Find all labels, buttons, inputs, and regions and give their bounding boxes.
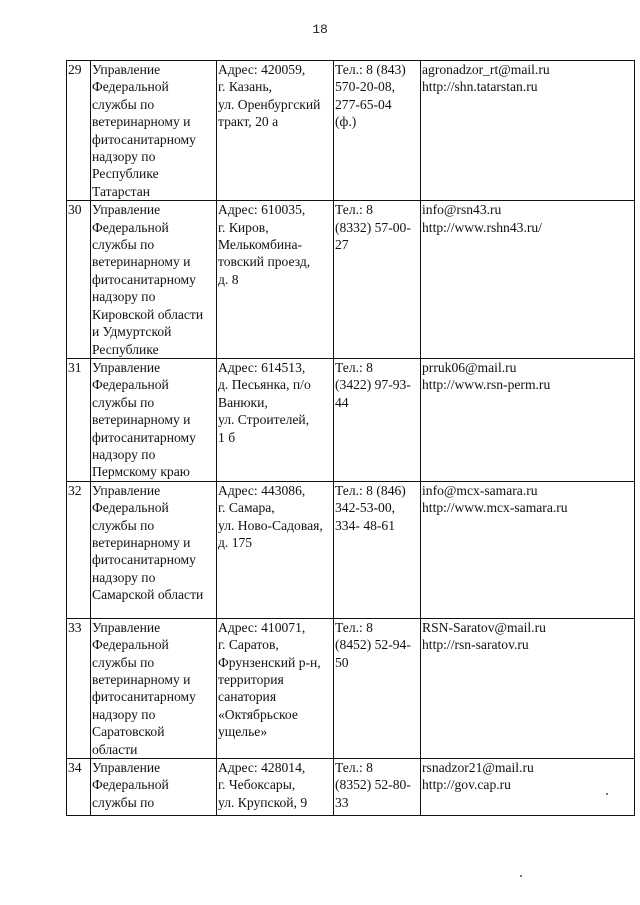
name-line: области [92,741,138,757]
address-cell [217,358,334,481]
address-line: Фрунзенский р-н, [218,654,321,670]
name-line: Управление [92,760,161,775]
address-line: Адрес: 443086, [218,482,306,498]
registry-table [66,60,635,816]
address-line: Адрес: 428014, [218,760,306,775]
phone-line: 334- 48-61 [335,517,396,533]
phone-line: Тел.: 8 (843) [335,62,406,77]
name-line: надзору по [92,289,156,305]
name-line: Кировской области [92,306,204,322]
registry-body [67,61,635,816]
address-line: Ванюки, [218,394,268,410]
row-number: 33 [67,618,91,758]
phone-line: Тел.: 8 [335,760,373,775]
name-line: Федеральной [92,377,169,393]
table-row [67,759,635,816]
name-line: фитосанитарному [92,552,196,568]
address-line: д. 8 [218,271,239,287]
web-line[interactable]: http://www.rshn43.ru/ [422,219,542,235]
address-cell [217,201,334,359]
name-line: Татарстан [92,183,151,199]
phone-cell [334,201,421,359]
row-number: 32 [67,481,91,618]
name-line: ветеринарному и [92,534,191,550]
name-line: Управление [92,202,161,218]
agency-name-cell [91,358,217,481]
agency-name-cell [91,201,217,359]
phone-line: 277-65-04 [335,96,392,112]
name-line: Федеральной [92,79,169,95]
name-line: ветеринарному и [92,412,191,428]
page-number: 18 [312,22,328,37]
web-line[interactable]: http://rsn-saratov.ru [422,637,529,653]
web-line[interactable]: info@mcx-samara.ru [422,482,538,498]
address-line: территория [218,671,284,687]
address-line: Адрес: 420059, [218,62,306,77]
name-line: Управление [92,62,161,77]
address-line: д. 175 [218,534,253,550]
web-line[interactable]: http://www.rsn-perm.ru [422,377,551,393]
agency-name-cell [91,481,217,618]
name-line: ветеринарному и [92,671,191,687]
name-line: службы по [92,237,155,253]
address-cell [217,759,334,816]
name-line: Пермскому краю [92,464,190,480]
address-cell [217,481,334,618]
name-line: ветеринарному и [92,114,191,130]
table-row [67,201,635,359]
address-cell [217,618,334,758]
contact-web-cell[interactable] [421,618,635,758]
address-line: д. Песьянка, п/о [218,377,311,393]
web-line[interactable]: http://gov.cap.ru [422,777,511,793]
phone-cell [334,481,421,618]
phone-line: (ф.) [335,114,357,130]
phone-cell [334,61,421,201]
table-row [67,618,635,758]
web-line[interactable]: http://www.mcx-samara.ru [422,500,568,516]
row-number: 31 [67,358,91,481]
phone-cell [334,759,421,816]
scan-speck [606,793,608,795]
name-line: фитосанитарному [92,689,196,705]
name-line: Самарской области [92,587,204,603]
name-line: и Удмуртской [92,324,172,340]
name-line: службы по [92,394,155,410]
address-line: санатория [218,689,277,705]
web-line[interactable]: agronadzor_rt@mail.ru [422,62,550,77]
contact-web-cell[interactable] [421,358,635,481]
phone-line: Тел.: 8 [335,202,373,218]
phone-line: Тел.: 8 [335,359,373,375]
name-line: Управление [92,482,161,498]
web-line[interactable]: prruk06@mail.ru [422,359,517,375]
row-number: 29 [67,61,91,201]
web-line[interactable]: rsnadzor21@mail.ru [422,760,534,775]
address-line: г. Казань, [218,79,273,95]
address-line: «Октябрьское [218,706,298,722]
phone-line: (3422) 97-93- [335,377,411,393]
name-line: службы по [92,517,155,533]
name-line: Федеральной [92,219,169,235]
table-row [67,358,635,481]
phone-line: Тел.: 8 [335,619,373,635]
address-cell [217,61,334,201]
contact-web-cell[interactable] [421,481,635,618]
name-line: службы по [92,96,155,112]
contact-web-cell[interactable] [421,201,635,359]
web-line[interactable]: http://shn.tatarstan.ru [422,79,538,95]
address-line: Адрес: 614513, [218,359,306,375]
name-line: Саратовской [92,724,165,740]
table-row [67,481,635,618]
address-line: товский проезд, [218,254,311,270]
phone-line: 50 [335,654,349,670]
address-line: г. Чебоксары, [218,777,296,793]
address-line: тракт, 20 а [218,114,279,130]
address-line: Адрес: 410071, [218,619,306,635]
address-line: г. Самара, [218,500,275,516]
agency-name-cell [91,61,217,201]
phone-line: (8332) 57-00- [335,219,411,235]
agency-name-cell [91,618,217,758]
name-line: Федеральной [92,637,169,653]
name-line: Республике [92,166,159,182]
name-line: Республике [92,341,159,357]
phone-line: 44 [335,394,349,410]
name-line: службы по [92,794,155,810]
address-line: Мелькомбина- [218,237,303,253]
name-line: ветеринарному и [92,254,191,270]
row-number: 34 [67,759,91,816]
web-line[interactable]: RSN-Saratov@mail.ru [422,619,546,635]
name-line: Федеральной [92,777,169,793]
phone-cell [334,618,421,758]
address-line: 1 б [218,429,236,445]
name-line: Управление [92,619,161,635]
name-line: фитосанитарному [92,429,196,445]
address-line: г. Саратов, [218,637,279,653]
phone-line: (8352) 52-80- [335,777,411,793]
address-line: Адрес: 610035, [218,202,306,218]
address-line: ул. Крупской, 9 [218,794,308,810]
phone-cell [334,358,421,481]
phone-line: 33 [335,794,349,810]
address-line: г. Киров, [218,219,269,235]
phone-line: Тел.: 8 (846) [335,482,406,498]
table-row [67,61,635,201]
address-line: ул. Строителей, [218,412,310,428]
contact-web-cell[interactable] [421,61,635,201]
agency-name-cell [91,759,217,816]
phone-line: 27 [335,237,349,253]
name-line: надзору по [92,149,156,165]
web-line[interactable]: info@rsn43.ru [422,202,502,218]
name-line: фитосанитарному [92,271,196,287]
address-line: ул. Оренбургский [218,96,321,112]
phone-line: 570-20-08, [335,79,396,95]
row-number: 30 [67,201,91,359]
name-line: Федеральной [92,500,169,516]
address-line: ущелье» [218,724,268,740]
name-line: службы по [92,654,155,670]
contact-web-cell[interactable] [421,759,635,816]
phone-line: (8452) 52-94- [335,637,411,653]
name-line: надзору по [92,446,156,462]
scan-speck [520,875,522,877]
name-line: фитосанитарному [92,131,196,147]
name-line: надзору по [92,706,156,722]
name-line: надзору по [92,569,156,585]
name-line: Управление [92,359,161,375]
phone-line: 342-53-00, [335,500,396,516]
address-line: ул. Ново-Садовая, [218,517,323,533]
